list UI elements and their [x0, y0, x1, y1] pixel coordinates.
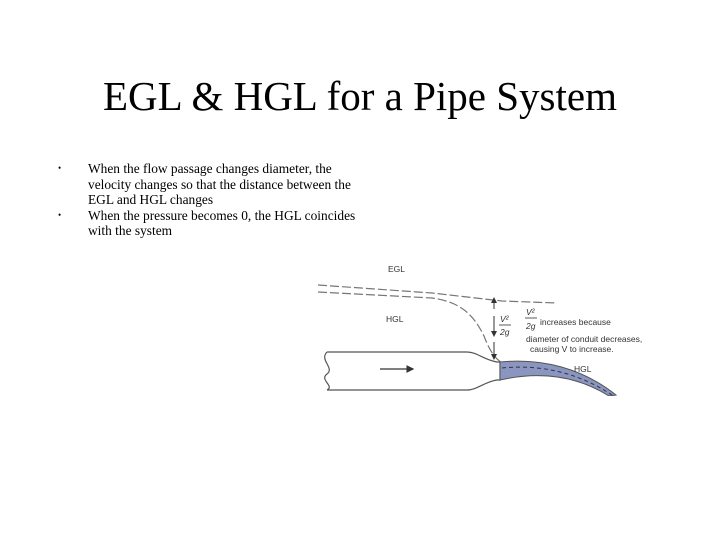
note-line-1: increases because: [540, 317, 611, 327]
bullet-text: When the pressure becomes 0, the HGL coincides with the system: [88, 207, 356, 238]
bullet-list: [58, 161, 358, 239]
hgl-label-pipe: HGL: [574, 364, 592, 374]
bullet-dot-icon: •: [58, 163, 62, 173]
fraction-large-denominator: 2g: [526, 321, 536, 331]
bullet-dot-icon: •: [58, 209, 62, 220]
egl-line: [318, 285, 557, 303]
note-line-3: causing V to increase.: [530, 344, 614, 354]
fraction-small-denominator: 2g: [500, 327, 510, 337]
slide-title: EGL & HGL for a Pipe System: [103, 73, 617, 119]
note-line-2: diameter of conduit decreases,: [526, 334, 643, 344]
pipe-large: [327, 352, 500, 390]
fraction-large-numerator: V²: [526, 307, 535, 317]
egl-label: EGL: [388, 264, 406, 274]
bullet-item: [58, 161, 358, 208]
bullet-text: When the flow passage changes diameter, the velocity changes so that the distance between the EGL and HGL changes: [88, 161, 351, 207]
hgl-label-top: HGL: [386, 314, 404, 324]
pipe-narrow: [500, 361, 616, 396]
egl-hgl-diagram: [312, 256, 662, 396]
fraction-small-numerator: V²: [500, 314, 509, 324]
bullet-item: [58, 208, 358, 239]
